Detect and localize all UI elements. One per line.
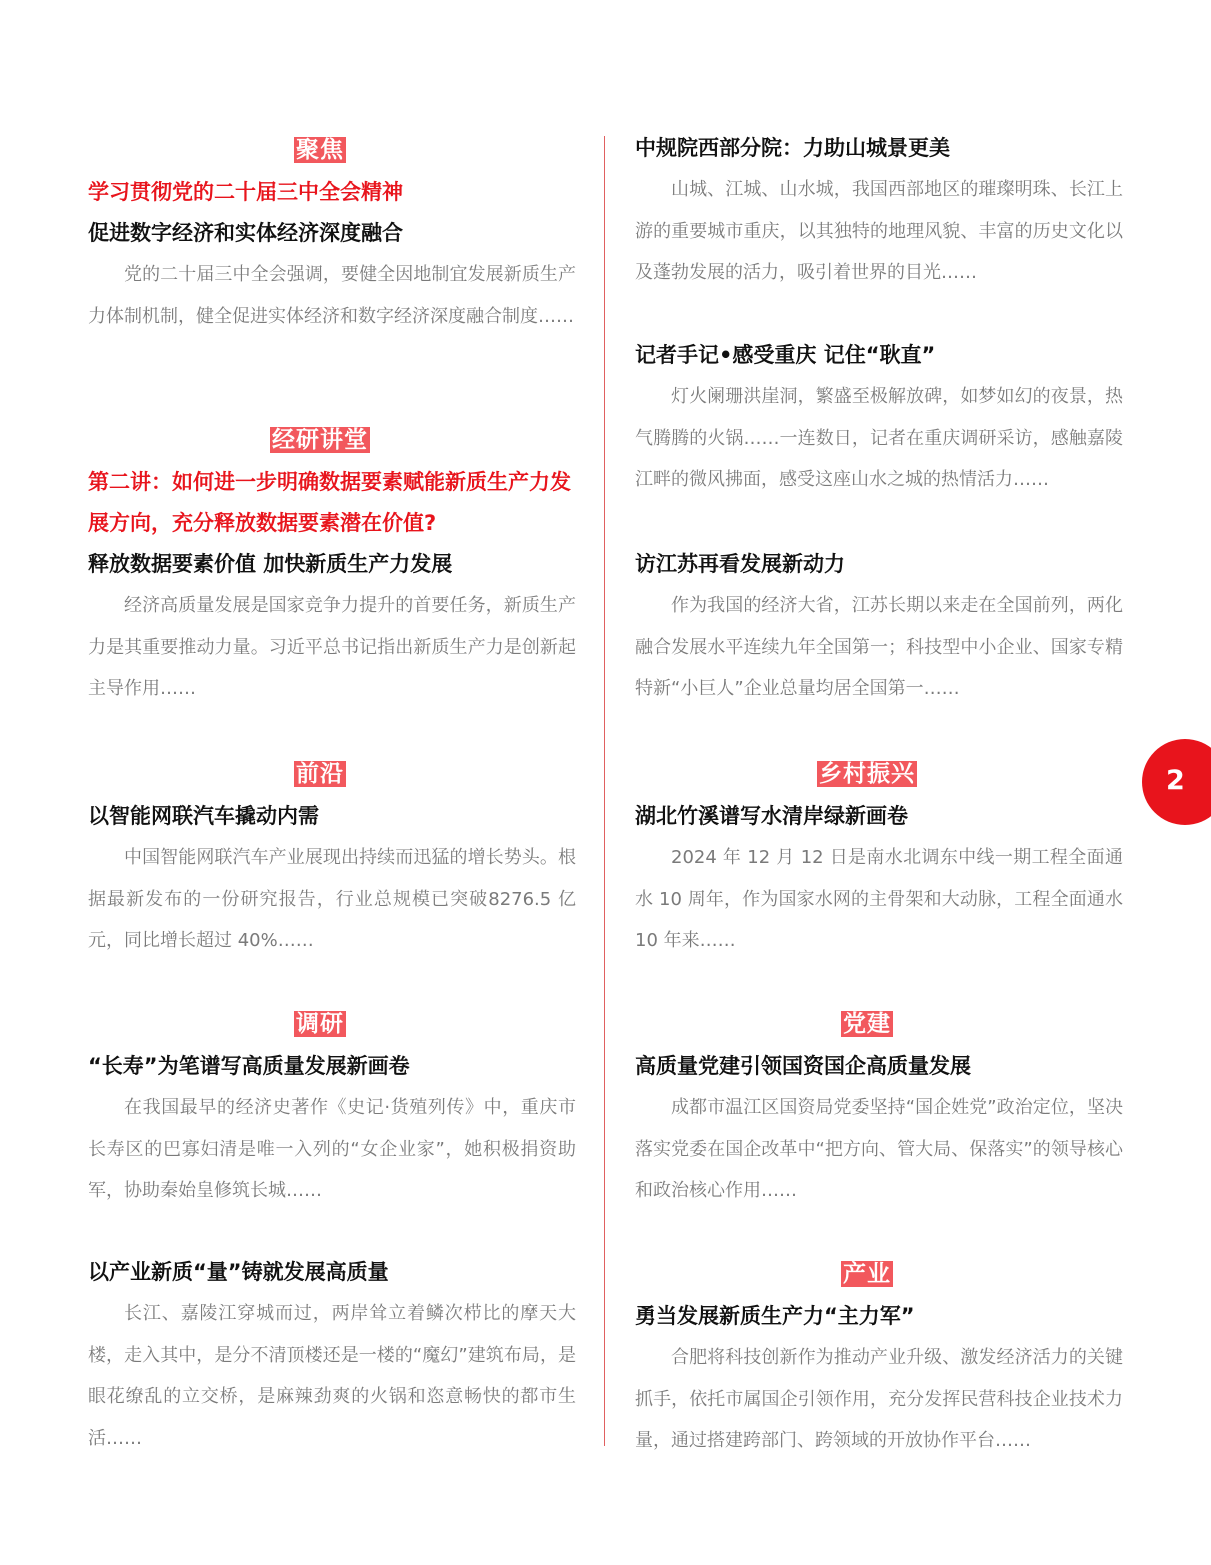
article-headline[interactable]: 以产业新质“量”铸就发展高质量 bbox=[88, 1260, 389, 1284]
article-headline[interactable]: 中规院西部分院：力助山城景更美 bbox=[635, 136, 950, 160]
article-research[interactable] bbox=[88, 1006, 576, 1212]
article-summary: 成都市温江区国资局党委坚持“国企姓党”政治定位，坚决落实党委在国企改革中“把方向、管大局、保落实”的领导核心和政治核心作用…… bbox=[635, 1097, 1123, 1201]
article-western-branch[interactable] bbox=[635, 128, 1123, 294]
section-tag: 调研 bbox=[296, 1011, 344, 1037]
article-summary: 党的二十届三中全会强调，要健全因地制宜发展新质生产力体制机制，健全促进实体经济和数字经济深度融合制度…… bbox=[88, 264, 576, 327]
article-summary: 合肥将科技创新作为推动产业升级、激发经济活力的关键抓手，依托市属国企引领作用，充分发挥民营科技企业技术力量，通过搭建跨部门、跨领域的开放协作平台…… bbox=[635, 1347, 1123, 1451]
article-headline[interactable]: 促进数字经济和实体经济深度融合 bbox=[88, 221, 403, 245]
feature-title: 第二讲：如何进一步明确数据要素赋能新质生产力发展方向，充分释放数据要素潜在价值? bbox=[88, 470, 571, 535]
article-headline[interactable]: 释放数据要素价值 加快新质生产力发展 bbox=[88, 552, 453, 576]
section-tag: 产业 bbox=[843, 1261, 891, 1287]
article-jiangsu[interactable] bbox=[635, 544, 1123, 710]
article-summary: 作为我国的经济大省，江苏长期以来走在全国前列，两化融合发展水平连续九年全国第一；科技型中小企业、国家专精特新“小巨人”企业总量均居全国第一…… bbox=[635, 595, 1123, 699]
article-industry[interactable] bbox=[635, 1256, 1123, 1462]
article-headline[interactable]: “长寿”为笔谱写高质量发展新画卷 bbox=[88, 1054, 410, 1078]
section-tag: 聚焦 bbox=[296, 137, 344, 163]
article-headline[interactable]: 湖北竹溪谱写水清岸绿新画卷 bbox=[635, 804, 908, 828]
section-tag: 前沿 bbox=[296, 761, 344, 787]
article-summary: 长江、嘉陵江穿城而过，两岸耸立着鳞次栉比的摩天大楼，走入其中，是分不清顶楼还是一楼的“魔幻”建筑布局，是眼花缭乱的立交桥，是麻辣劲爽的火锅和恣意畅快的都市生活…… bbox=[88, 1303, 576, 1449]
feature-title: 学习贯彻党的二十届三中全会精神 bbox=[88, 180, 403, 204]
article-reporter-notes[interactable] bbox=[635, 335, 1123, 501]
article-frontier[interactable] bbox=[88, 756, 576, 962]
article-summary: 在我国最早的经济史著作《史记·货殖列传》中，重庆市长寿区的巴寡妇清是唯一入列的“女企业家”，她积极捐资助军，协助秦始皇修筑长城…… bbox=[88, 1097, 576, 1201]
article-headline[interactable]: 高质量党建引领国资国企高质量发展 bbox=[635, 1054, 971, 1078]
article-summary: 山城、江城、山水城，我国西部地区的璀璨明珠、长江上游的重要城市重庆，以其独特的地理风貌、丰富的历史文化以及蓬勃发展的活力，吸引着世界的目光…… bbox=[635, 179, 1123, 283]
article-summary: 经济高质量发展是国家竞争力提升的首要任务，新质生产力是其重要推动力量。习近平总书记指出新质生产力是创新起主导作用…… bbox=[88, 595, 576, 699]
article-summary: 2024 年 12 月 12 日是南水北调东中线一期工程全面通水 10 周年，作为国家水网的主骨架和大动脉，工程全面通水 10 年来…… bbox=[635, 847, 1123, 951]
article-focus[interactable] bbox=[88, 132, 576, 337]
article-summary: 中国智能网联汽车产业展现出持续而迅猛的增长势头。根据最新发布的一份研究报告，行业总规模已突破8276.5 亿元，同比增长超过 40%…… bbox=[88, 847, 576, 951]
section-tag: 经研讲堂 bbox=[272, 427, 368, 453]
article-headline[interactable]: 以智能网联汽车撬动内需 bbox=[88, 804, 319, 828]
page-number-badge bbox=[1142, 739, 1211, 825]
article-summary: 灯火阑珊洪崖洞，繁盛至极解放碑，如梦如幻的夜景，热气腾腾的火锅……一连数日，记者在重庆调研采访，感触嘉陵江畔的微风拂面，感受这座山水之城的热情活力…… bbox=[635, 386, 1123, 490]
page-number: 2 bbox=[1166, 765, 1185, 796]
article-rural[interactable] bbox=[635, 756, 1123, 962]
article-party-building[interactable] bbox=[635, 1006, 1123, 1212]
section-tag: 党建 bbox=[843, 1011, 891, 1037]
article-headline[interactable]: 记者手记•感受重庆 记住“耿直” bbox=[635, 343, 936, 367]
article-headline[interactable]: 勇当发展新质生产力“主力军” bbox=[635, 1304, 915, 1328]
section-tag: 乡村振兴 bbox=[819, 761, 915, 787]
column-divider bbox=[604, 136, 605, 1446]
article-headline[interactable]: 访江苏再看发展新动力 bbox=[635, 552, 845, 576]
article-lecture[interactable] bbox=[88, 422, 576, 710]
article-industry-quality[interactable] bbox=[88, 1252, 576, 1459]
